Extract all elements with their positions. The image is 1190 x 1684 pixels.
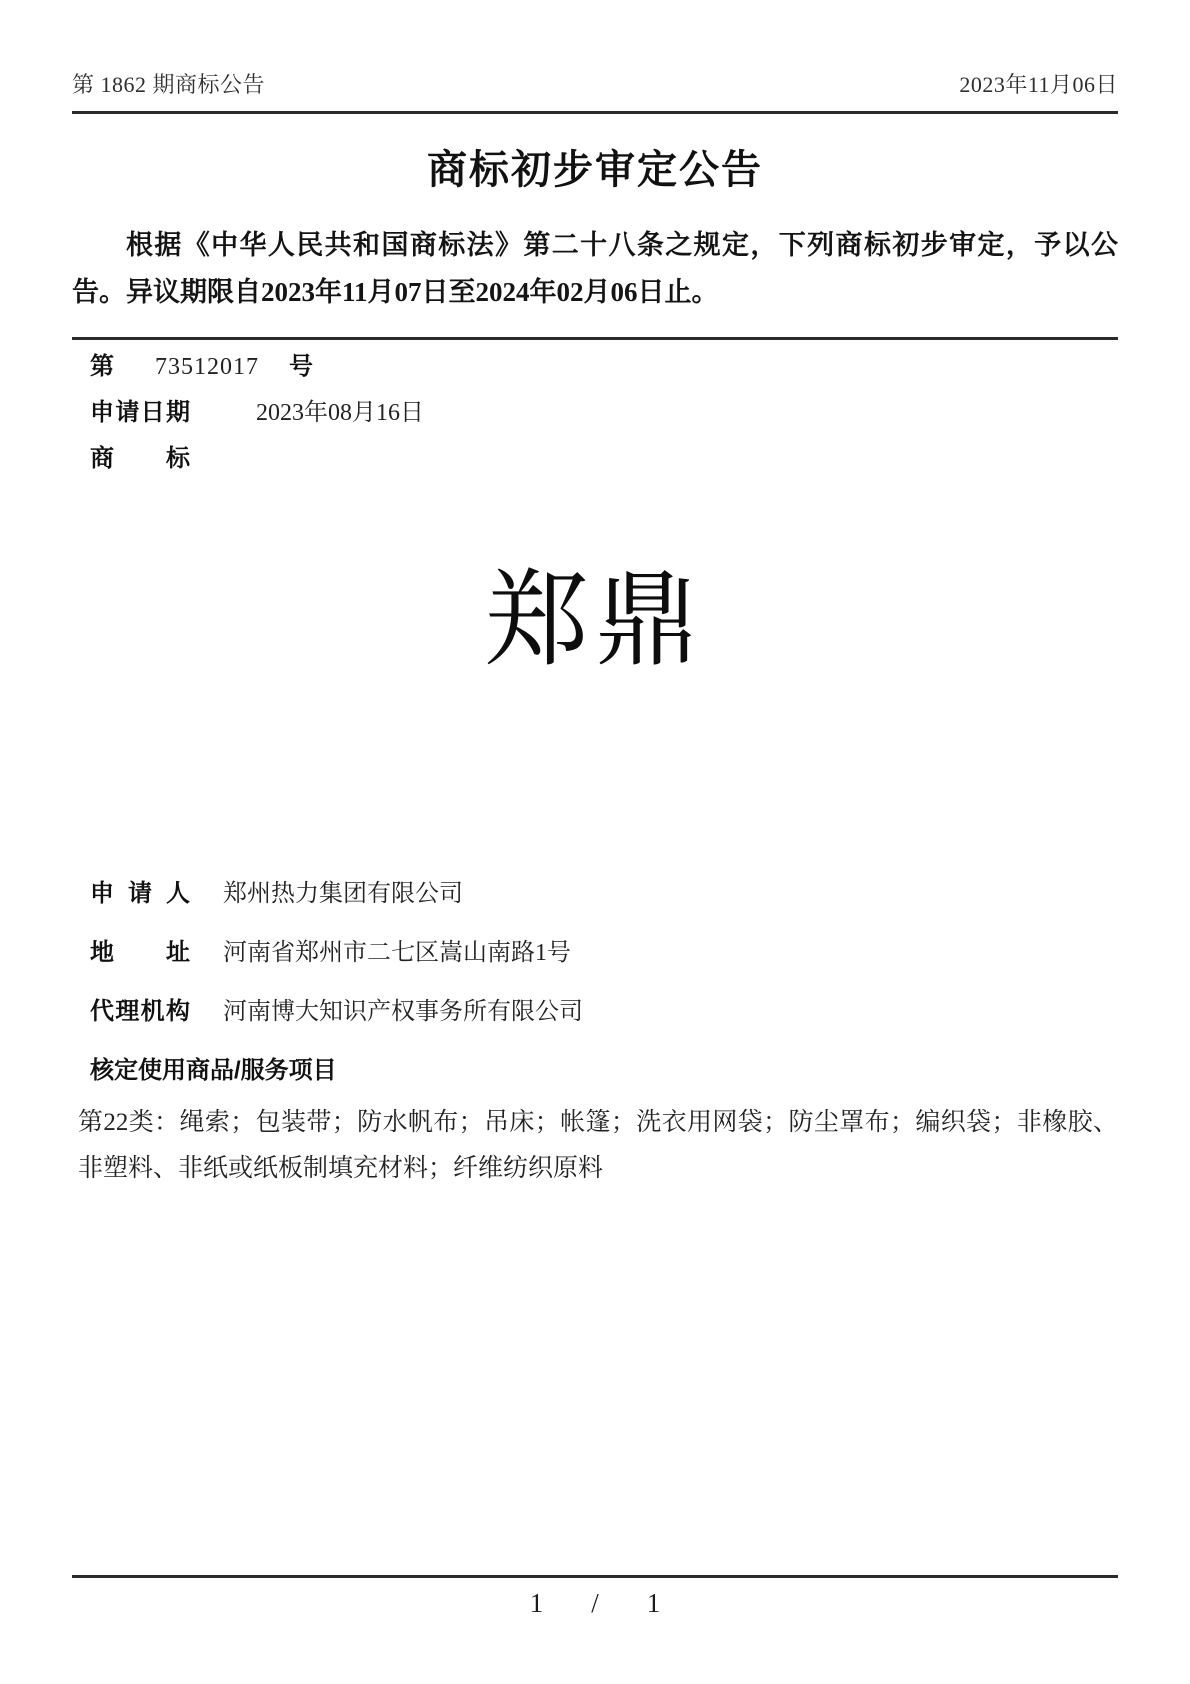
goods-services-heading: 核定使用商品/服务项目 [90, 1057, 337, 1084]
agency-name: 河南博大知识产权事务所有限公司 [223, 999, 583, 1025]
page-pagination [0, 1588, 1190, 1619]
application-number-row [90, 344, 1118, 390]
trademark-label-row [90, 436, 1118, 482]
goods-services-list: 第22类：绳索；包装带；防水帆布；吊床；帐篷；洗衣用网袋；防尘罩布；编织袋；非橡胶、非塑料、非纸或纸板制填充材料；纤维纺织原料 [78, 1109, 1118, 1182]
application-fields [72, 344, 1118, 482]
address-row [90, 938, 1118, 997]
current-page-number: 1 [529, 1588, 544, 1618]
agency-row [90, 997, 1118, 1056]
section-divider [72, 337, 1118, 340]
applicant-name: 郑州热力集团有限公司 [223, 881, 463, 907]
applicant-row [90, 879, 1118, 938]
applicant-label: 申请人 [90, 880, 190, 907]
application-date-label: 申请日期 [90, 399, 190, 426]
page-separator: / [591, 1588, 599, 1618]
address-label: 地址 [90, 939, 190, 966]
application-number-prefix-label: 第 [90, 353, 114, 380]
trademark-text: 郑鼎 [484, 564, 705, 679]
publication-date: 2023年11月06日 [959, 72, 1118, 97]
footer-divider [72, 1575, 1118, 1578]
application-number-value: 73512017 [155, 354, 259, 380]
journal-issue-label: 第 1862 期商标公告 [72, 72, 266, 97]
total-page-number: 1 [646, 1588, 661, 1618]
header-divider [72, 111, 1118, 114]
applicant-info-section [72, 879, 1118, 1056]
agency-label: 代理机构 [90, 998, 190, 1025]
application-number-suffix-label: 号 [289, 353, 313, 380]
trademark-label: 商标 [90, 445, 190, 472]
announcement-title: 商标初步审定公告 [427, 147, 763, 192]
intro-paragraph: 根据《中华人民共和国商标法》第二十八条之规定，下列商标初步审定，予以公告。异议期限自2023年11月07日至2024年02月06日止。 [72, 230, 1118, 307]
trademark-display-area [72, 482, 1118, 879]
address-value: 河南省郑州市二七区嵩山南路1号 [223, 940, 571, 966]
application-date-value: 2023年08月16日 [256, 400, 424, 426]
page-header [72, 0, 1118, 99]
application-date-row [90, 390, 1118, 436]
